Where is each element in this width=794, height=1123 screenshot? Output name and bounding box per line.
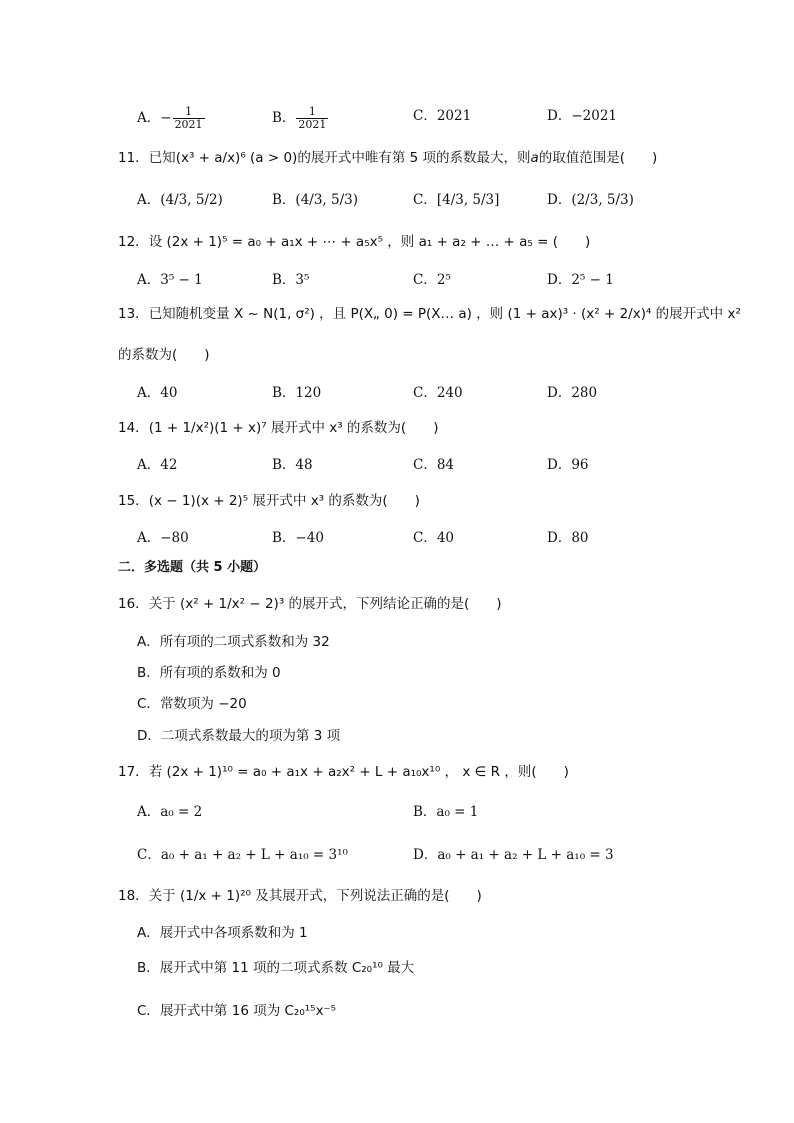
q15-stem: 15．(x − 1)(x + 2)⁵ 展开式中 x³ 的系数为( ) xyxy=(118,493,420,509)
q16-option-d: D．二项式系数最大的项为第 3 项 xyxy=(137,728,341,744)
q12-option-a: A．3⁵ − 1 xyxy=(137,272,203,288)
q17-option-d: D．a₀ + a₁ + a₂ + L + a₁₀ = 3 xyxy=(413,847,614,863)
q14-option-c: C．84 xyxy=(413,457,455,473)
q10-option-b: B． $\frac{1}{2021}$ xyxy=(272,105,327,131)
q12-option-c: C．2⁵ xyxy=(413,272,451,288)
q15-option-d: D．80 xyxy=(547,530,589,546)
q11-stem: 11．已知(x³ + a/x)⁶ (a > 0)的展开式中唯有第 5 项的系数最大，则a的取值范围是( ) xyxy=(118,150,658,166)
q11-option-d: D．(2/3, 5/3) xyxy=(547,192,634,208)
q14-option-b: B．48 xyxy=(272,457,313,473)
q18-option-c: C．展开式中第 16 项为 C₂₀¹⁵x⁻⁵ xyxy=(137,1003,337,1019)
q14-option-d: D．96 xyxy=(547,457,589,473)
q10-option-a: A．− $\frac{1}{2021}$ xyxy=(137,105,203,131)
q15-option-a: A．−80 xyxy=(137,530,189,546)
q12-stem: 12．设 (2x + 1)⁵ = a₀ + a₁x + ⋯ + a₅x⁵ ，则 a₁ + a₂ + … + a₅ = ( ) xyxy=(118,234,591,250)
q16-option-a: A．所有项的二项式系数和为 32 xyxy=(137,634,330,650)
q17-stem: 17．若 (2x + 1)¹⁰ = a₀ + a₁x + a₂x² + L + a₁₀x¹⁰ ， x ∈ R ，则( ) xyxy=(118,764,569,780)
q17-option-c: C．a₀ + a₁ + a₂ + L + a₁₀ = 3¹⁰ xyxy=(137,847,348,863)
q11-option-b: B．(4/3, 5/3) xyxy=(272,192,358,208)
q12-option-b: B．3⁵ xyxy=(272,272,310,288)
q17-option-b: B．a₀ = 1 xyxy=(413,804,479,820)
q16-option-b: B．所有项的系数和为 0 xyxy=(137,665,281,681)
q13-option-b: B．120 xyxy=(272,385,322,401)
q13-stem-line2: 的系数为( ) xyxy=(118,347,210,363)
q12-option-d: D．2⁵ − 1 xyxy=(547,272,614,288)
section-heading: 二．多选题（共 5 小题） xyxy=(118,560,267,575)
q13-option-d: D．280 xyxy=(547,385,598,401)
q18-stem: 18．关于 (1/x + 1)²⁰ 及其展开式，下列说法正确的是( ) xyxy=(118,888,482,904)
q13-stem-line1: 13．已知随机变量 X ~ N(1, σ²) ，且 P(X„ 0) = P(X… a) ，则 (1 + ax)³ · (x² + 2/x)⁴ 的展开式中 x² xyxy=(118,306,741,322)
q10-option-c: C．2021 xyxy=(413,108,472,124)
q18-option-b: B．展开式中第 11 项的二项式系数 C₂₀¹⁰ 最大 xyxy=(137,960,415,976)
q17-option-a: A．a₀ = 2 xyxy=(137,804,203,820)
q11-option-a: A．(4/3, 5/2) xyxy=(137,192,223,208)
q11-option-c: C．[4/3, 5/3] xyxy=(413,192,500,208)
q15-option-c: C．40 xyxy=(413,530,455,546)
q16-stem: 16．关于 (x² + 1/x² − 2)³ 的展开式，下列结论正确的是( ) xyxy=(118,596,502,612)
q13-option-c: C．240 xyxy=(413,385,463,401)
q15-option-b: B．−40 xyxy=(272,530,324,546)
q18-option-a: A．展开式中各项系数和为 1 xyxy=(137,925,308,941)
q14-option-a: A．42 xyxy=(137,457,178,473)
q16-option-c: C．常数项为 −20 xyxy=(137,696,247,712)
q10-option-d: D．−2021 xyxy=(547,108,617,124)
q13-option-a: A．40 xyxy=(137,385,178,401)
q14-stem: 14．(1 + 1/x²)(1 + x)⁷ 展开式中 x³ 的系数为( ) xyxy=(118,420,439,436)
